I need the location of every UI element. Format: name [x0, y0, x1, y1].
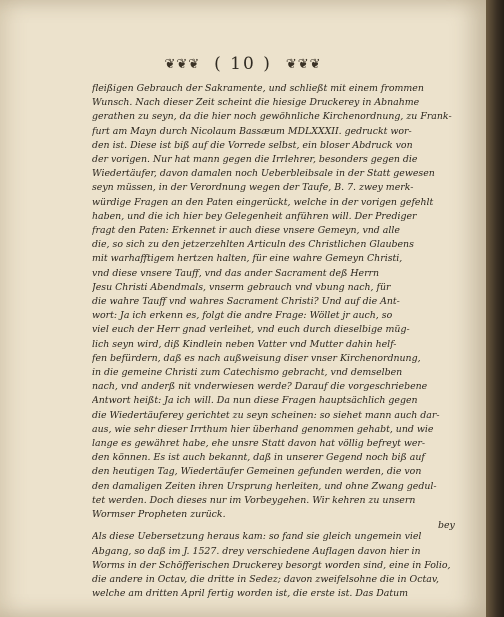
catchword: bey — [438, 520, 455, 531]
text-line: den heutigen Tag, Wiedertäufer Gemeinen gefunden werden, die von — [92, 466, 422, 478]
paragraph — [92, 82, 474, 522]
text-line: fleißigen Gebrauch der Sakramente, und schließt mit einem frommen — [92, 83, 424, 94]
text-line: würdige Fragen an den Paten eingerückt, welche in der vorigen gefehlt — [92, 196, 434, 208]
text-line: seyn müssen, in der Verordnung wegen der Taufe, B. 7. zwey merk- — [92, 182, 414, 194]
text-line: Wormser Propheten zurück. — [92, 509, 226, 521]
text-line: die andere in Octav, die dritte in Sedez; davon zweifelsohne die in Octav, — [92, 573, 439, 585]
text-line: haben, und die ich hier bey Gelegenheit anführen will. Der Prediger — [92, 210, 417, 222]
text-line: mit warhafftigem hertzen halten, für eine wahre Gemeyn Christi, — [92, 253, 403, 265]
text-line: den ist. Diese ist biß auf die Vorrede selbst, ein bloser Abdruck von — [92, 139, 413, 151]
text-line: welche am dritten April fertig worden ist, die erste ist. Das Datum — [92, 588, 409, 600]
text-line: Jesu Christi Abendmals, vnserm gebrauch vnd vbung nach, für — [92, 281, 391, 293]
page-number: ( 10 ) — [214, 54, 272, 74]
text-line: viel euch der Herr gnad verleihet, vnd euch durch dieselbige müg- — [92, 324, 410, 336]
page-body — [92, 82, 474, 609]
text-line: furt am Mayn durch Nicolaum Bassæum MDLXXXII. gedruckt wor- — [92, 125, 412, 137]
text-line: Worms in der Schöfferischen Druckerey besorgt worden sind, eine in Folio, — [92, 559, 451, 571]
text-line: lange es gewähret habe, ehe unsre Statt davon hat völlig befreyt wer- — [92, 438, 426, 450]
text-line: die, so sich zu den jetzerzehlten Articuln des Christlichen Glaubens — [92, 239, 414, 251]
text-line: den können. Es ist auch bekannt, daß in unserer Gegend noch biß auf — [92, 452, 425, 464]
text-line: nach, vnd anderß nit vnderwiesen werde? Darauf die vorgeschriebene — [92, 381, 428, 393]
text-line: der vorigen. Nur hat mann gegen die Irrlehrer, besonders gegen die — [92, 154, 418, 166]
text-line: den damaligen Zeiten ihren Ursprung herleiten, und ohne Zwang gedul- — [92, 480, 437, 492]
ornament-left: ❦❦❦ — [164, 56, 201, 72]
text-line: wort: Ja ich erkenn es, folgt die andre Frage: Wöllet jr auch, so — [92, 310, 393, 322]
text-line: Abgang, so daß im J. 1527. drey verschiedene Auflagen davon hier in — [92, 545, 421, 557]
text-line: lich seyn wird, diß Kindlein neben Vatter vnd Mutter dahin helf- — [92, 338, 397, 350]
text-line: fragt den Paten: Erkennet ir auch diese vnsere Gemeyn, vnd alle — [92, 225, 400, 237]
paragraph — [92, 530, 474, 601]
text-line: vnd diese vnsere Tauff, vnd das ander Sacrament deß Herrn — [92, 267, 380, 279]
book-spine — [486, 0, 504, 617]
text-line: Wunsch. Nach dieser Zeit scheint die hiesige Druckerey in Abnahme — [92, 97, 420, 109]
text-line: die wahre Tauff vnd wahres Sacrament Christi? Und auf die Ant- — [92, 296, 400, 308]
text-line: die Wiedertäuferey gerichtet zu seyn scheinen: so siehet mann auch dar- — [92, 409, 440, 421]
text-line: in die gemeine Christi zum Catechismo gebracht, vnd demselben — [92, 367, 403, 379]
text-line: fen befürdern, daß es nach außweisung diser vnser Kirchenordnung, — [92, 352, 421, 364]
text-line: Als diese Uebersetzung heraus kam: so fand sie gleich ungemein viel — [92, 531, 422, 543]
text-line: Antwort heißt: Ja ich will. Da nun diese Fragen hauptsächlich gegen — [92, 395, 418, 407]
text-line: Wiedertäufer, davon damalen noch Ueberbleibsale in der Statt gewesen — [92, 168, 435, 180]
page-header — [0, 52, 486, 76]
text-line: tet werden. Doch dieses nur im Vorbeygehen. Wir kehren zu unsern — [92, 494, 416, 506]
text-line: gerathen zu seyn, da die hier noch gewöhnliche Kirchenordnung, zu Frank- — [92, 111, 452, 123]
text-line: aus, wie sehr dieser Irrthum hier überhand genommen gehabt, und wie — [92, 423, 434, 435]
ornament-right: ❦❦❦ — [285, 56, 322, 72]
